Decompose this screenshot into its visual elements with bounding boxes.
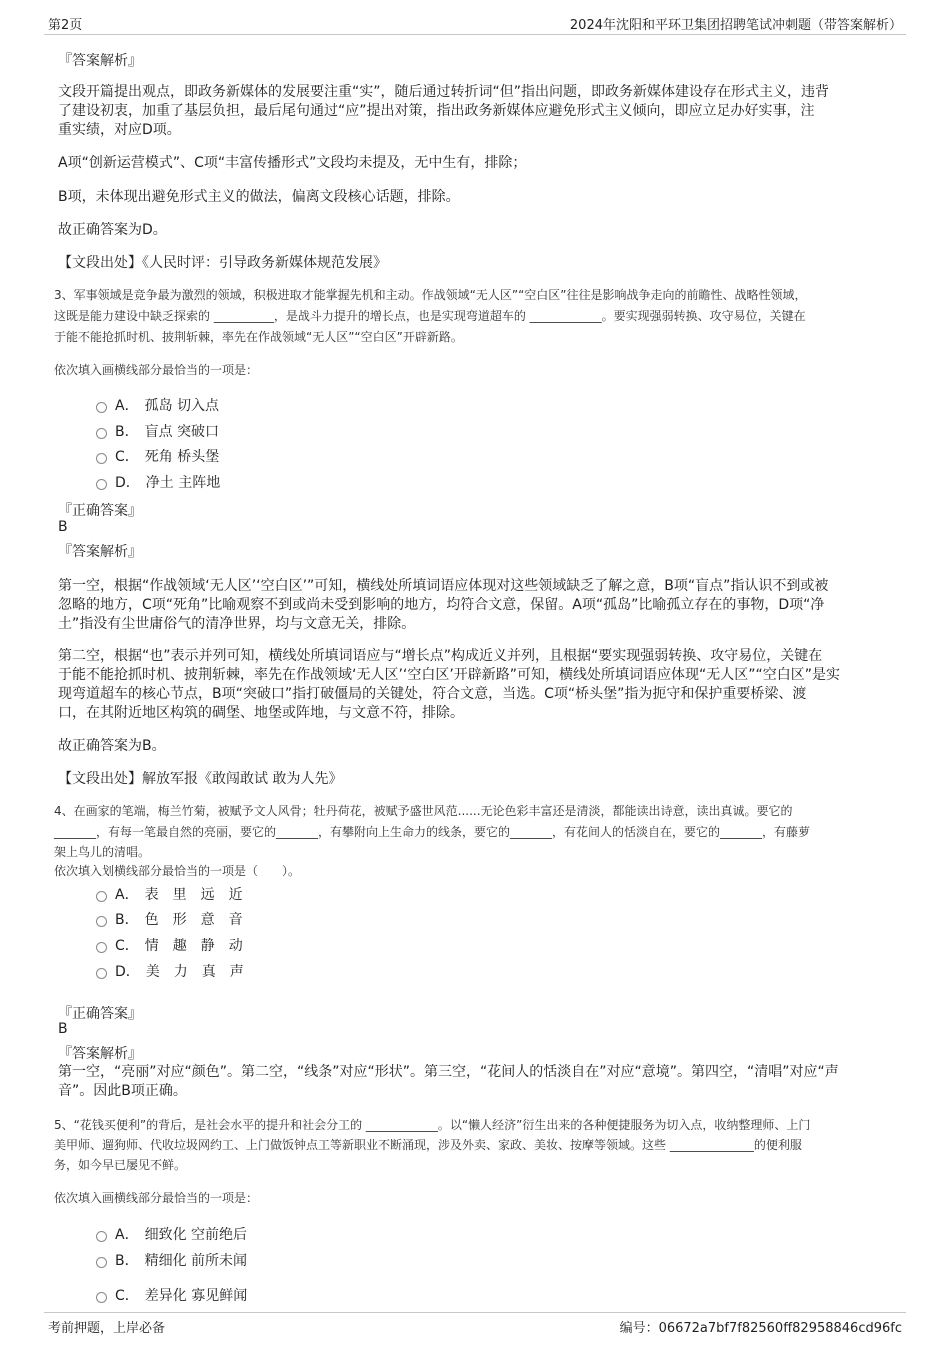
page-number: 第2页 — [48, 18, 83, 33]
analysis-line: A项“创新运营模式”、C项“丰富传播形式”文段均未提及，无中生有，排除； — [58, 155, 527, 171]
analysis-label: 『答案解析』 — [58, 53, 142, 69]
analysis-line: 口，在其附近地区构筑的碉堡、地堡或阵地，与文意不符，排除。 — [58, 705, 464, 721]
question-prompt: 依次填入画横线部分最恰当的一项是： — [54, 1191, 259, 1205]
question-stem-line: 3、军事领域是竞争最为激烈的领域，积极进取才能掌握先机和主动。作战领域“无人区”“空白区”往往是影响战争走向的前瞻性、战略性领域， — [54, 288, 807, 302]
question-stem-line: _______，有每一笔最自然的亮丽，要它的_______，有攀附向上生命力的线条，要它的_______，有花间人的恬淡自在，要它的_______，有藤萝 — [54, 825, 811, 839]
correct-answer: B — [58, 519, 68, 535]
radio-icon[interactable] — [96, 453, 107, 464]
analysis-line: 忽略的地方，C项“死角”比喻观察不到或尚未受到影响的地方，均符合文意，保留。A项“孤岛”比喻孤立存在的事物，D项“净 — [58, 597, 825, 613]
document-code: 编号：06672a7bf7f82560ff82958846cd96fc — [619, 1321, 902, 1336]
analysis-line: B项，未体现出避免形式主义的做法，偏离文段核心话题，排除。 — [58, 189, 460, 205]
question-prompt: 依次填入画横线部分最恰当的一项是： — [54, 363, 259, 377]
analysis-line: 土”指没有尘世庸俗气的清净世界，均与文意无关，排除。 — [58, 616, 416, 632]
analysis-line: 音”。因此B项正确。 — [58, 1083, 187, 1099]
radio-icon[interactable] — [96, 479, 107, 490]
conclusion: 故正确答案为B。 — [58, 738, 166, 754]
radio-icon[interactable] — [96, 942, 107, 953]
option-c[interactable]: C． 死角 桥头堡 — [96, 446, 219, 466]
page-footer — [44, 1312, 906, 1335]
analysis-line: 第一空，“亮丽”对应“颜色”。第二空，“线条”对应“形状”。第三空，“花间人的恬淡自在”对应“意境”。第四空，“清唱”对应“声 — [58, 1064, 839, 1080]
option-d[interactable]: D． 美 力 真 声 — [96, 961, 244, 981]
radio-icon[interactable] — [96, 1257, 107, 1268]
analysis-line: 重实绩，对应D项。 — [58, 122, 181, 138]
analysis-line: 第二空，根据“也”表示并列可知，横线处所填词语应与“增长点”构成近义并列，且根据“要实现强弱转换、攻守易位，关键在 — [58, 648, 823, 664]
analysis-label: 『答案解析』 — [58, 544, 142, 560]
option-a[interactable]: A． 细致化 空前绝后 — [96, 1224, 247, 1244]
question-stem-line: 美甲师、遛狗师、代收垃圾网约工、上门做饭钟点工等新职业不断涌现，涉及外卖、家政、美妆、按摩等领域。这些 ______________的便利服 — [54, 1138, 802, 1152]
option-b[interactable]: B． 精细化 前所未闻 — [96, 1250, 247, 1270]
option-b[interactable]: B． 色 形 意 音 — [96, 909, 243, 929]
answer-label: 『正确答案』 — [58, 1006, 142, 1022]
document-title: 2024年沈阳和平环卫集团招聘笔试冲刺题（带答案解析） — [569, 18, 902, 33]
radio-icon[interactable] — [96, 891, 107, 902]
page-header — [44, 14, 906, 35]
question-stem-line: 4、在画家的笔端，梅兰竹菊，被赋予文人风骨；牡丹荷花，被赋予盛世风范......无论色彩丰富还是清淡，都能读出诗意，读出真诚。要它的 — [54, 804, 793, 818]
question-stem-line: 于能不能抢抓时机、披荆斩棘，率先在作战领域“无人区”“空白区”开辟新路。 — [54, 330, 463, 344]
analysis-line: 文段开篇提出观点，即政务新媒体的发展要注重“实”，随后通过转折词“但”指出问题，即政务新媒体建设存在形式主义，违背 — [58, 84, 830, 100]
radio-icon[interactable] — [96, 1292, 107, 1303]
option-d[interactable]: D． 净土 主阵地 — [96, 472, 220, 492]
question-prompt: 依次填入划横线部分最恰当的一项是（ ）。 — [54, 864, 301, 878]
radio-icon[interactable] — [96, 916, 107, 927]
conclusion: 故正确答案为D。 — [58, 222, 167, 238]
question-stem-line: 架上鸟儿的清唱。 — [54, 845, 151, 859]
analysis-line: 现弯道超车的核心节点，B项“突破口”指打破僵局的关键处，符合文意，当选。C项“桥头堡”指为扼守和保护重要桥梁、渡 — [58, 686, 807, 702]
footer-slogan: 考前押题，上岸必备 — [48, 1321, 166, 1336]
analysis-line: 第一空，根据“作战领域‘无人区’‘空白区’”可知，横线处所填词语应体现对这些领域缺乏了解之意，B项“盲点”指认识不到或被 — [58, 578, 829, 594]
correct-answer: B — [58, 1021, 68, 1037]
analysis-line: 了建设初衷，加重了基层负担，最后尾句通过“应”提出对策，指出政务新媒体应避免形式主义倾向，即应立足办好实事，注 — [58, 103, 815, 119]
radio-icon[interactable] — [96, 968, 107, 979]
option-b[interactable]: B． 盲点 突破口 — [96, 421, 219, 441]
question-stem-line: 5、“花钱买便利”的背后，是社会水平的提升和社会分工的 ____________。以“懒人经济”衍生出来的各种便捷服务为切入点，收纳整理师、上门 — [54, 1118, 811, 1132]
radio-icon[interactable] — [96, 402, 107, 413]
option-a[interactable]: A． 表 里 远 近 — [96, 884, 243, 904]
source-citation: 【文段出处】《人民时评：引导政务新媒体规范发展》 — [58, 255, 387, 271]
question-stem-line: 务，如今早已屡见不鲜。 — [54, 1158, 187, 1172]
option-a[interactable]: A． 孤岛 切入点 — [96, 395, 219, 415]
question-stem-line: 这既是能力建设中缺乏探索的 __________，是战斗力提升的增长点，也是实现弯道超车的 ____________。要实现强弱转换、攻守易位，关键在 — [54, 309, 806, 323]
option-c[interactable]: C． 差异化 寡见鲜闻 — [96, 1285, 247, 1305]
source-citation: 【文段出处】解放军报《敢闯敢试 敢为人先》 — [58, 771, 343, 787]
analysis-label: 『答案解析』 — [58, 1046, 142, 1062]
analysis-line: 于能不能抢抓时机、披荆斩棘，率先在作战领域‘无人区’‘空白区’开辟新路”可知，横线处所填词语应体现“无人区”“空白区”是实 — [58, 667, 841, 683]
radio-icon[interactable] — [96, 428, 107, 439]
radio-icon[interactable] — [96, 1231, 107, 1242]
answer-label: 『正确答案』 — [58, 503, 142, 519]
option-c[interactable]: C． 情 趣 静 动 — [96, 935, 243, 955]
